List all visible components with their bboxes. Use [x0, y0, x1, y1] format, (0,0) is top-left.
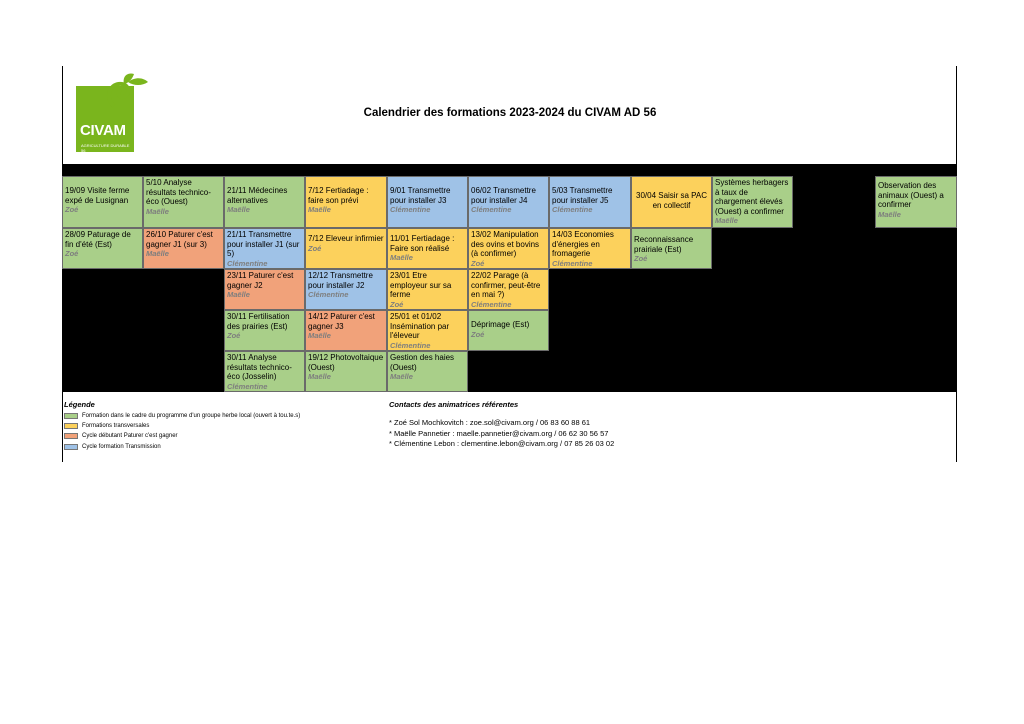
training-cell	[305, 228, 387, 269]
training-cell	[387, 176, 468, 228]
cell-text: 30/11 Analyse résultats technico-éco (Josselin)	[227, 353, 292, 382]
cell-text: 26/10 Paturer c'est gagner J1 (sur 3)	[146, 230, 213, 249]
cell-person: Maëlle	[227, 290, 250, 300]
leaf-swirl-icon	[106, 70, 152, 110]
training-cell	[468, 269, 549, 310]
cell-text: 12/12 Transmettre pour installer J2	[308, 271, 373, 290]
cell-person: Clémentine	[471, 205, 512, 215]
cell-person: Zoé	[634, 254, 648, 264]
training-cell	[62, 176, 143, 228]
cell-person: Maëlle	[878, 209, 901, 219]
cell-person: Clémentine	[552, 258, 593, 268]
cell-person: Zoé	[390, 299, 404, 309]
training-cell	[631, 176, 712, 228]
training-cell	[468, 228, 549, 269]
contacts-title: Contacts des animatrices référentes	[389, 400, 519, 409]
legend-swatch-orange	[64, 433, 78, 439]
training-cell	[631, 228, 712, 269]
cell-text: 30/04 Saisir sa PAC en collectif	[636, 191, 707, 210]
legend-swatch-green	[64, 413, 78, 419]
cell-text: 21/11 Transmettre pour installer J1 (sur 5)	[227, 230, 300, 259]
cell-text: 22/02 Parage (à confirmer, peut-être en mai ?)	[471, 271, 541, 300]
cell-text: 30/11 Fertilisation des prairies (Est)	[227, 312, 290, 331]
cell-text: Systèmes herbagers à taux de chargement élevés (Ouest) a confirmer	[715, 178, 789, 216]
legend-label: Cycle formation Transmission	[82, 443, 161, 450]
cell-person: Maëlle	[227, 205, 250, 215]
cell-person: Maëlle	[390, 372, 413, 382]
training-cell	[305, 351, 387, 392]
legend-item	[64, 421, 300, 431]
training-cell	[387, 310, 468, 351]
cell-text: Observation des animaux (Ouest) a confirmer	[878, 181, 944, 210]
contacts	[389, 400, 614, 450]
contact-line: * Maëlle Pannetier : maelle.pannetier@civam.org / 06 62 30 56 57	[389, 428, 609, 438]
cell-text: 11/01 Fertiadage : Faire son réalisé	[390, 234, 455, 253]
cell-text: 14/03 Economies d'énergies en fromagerie	[552, 230, 614, 259]
legend	[64, 400, 300, 452]
training-cell	[468, 176, 549, 228]
contact-line: * Zoé Sol Mochkovitch : zoe.sol@civam.org / 06 83 60 88 61	[389, 418, 591, 427]
cell-person: Clémentine	[390, 205, 431, 215]
training-cell	[224, 228, 305, 269]
page-title: Calendrier des formations 2023-2024 du CIVAM AD 56	[363, 107, 657, 119]
cell-text: 06/02 Transmettre pour installer J4	[471, 186, 536, 205]
training-cell	[712, 176, 793, 228]
cell-text: 19/12 Photovoltaique (Ouest)	[308, 353, 384, 372]
cell-person: Maëlle	[308, 331, 331, 341]
legend-label: Cycle débutant Paturer c'est gagner	[82, 433, 178, 440]
legend-label: Formations transversales	[82, 423, 150, 430]
training-cell	[62, 228, 143, 269]
training-cell	[468, 310, 549, 351]
legend-label: Formation dans le cadre du programme d'un groupe herbe local (ouvert à tou.te.s)	[82, 413, 301, 420]
logo-subtitle: AGRICULTURE DURABLE 56	[81, 143, 130, 153]
training-cell	[387, 351, 468, 392]
cell-person: Maëlle	[146, 249, 169, 259]
cell-text: 23/11 Paturer c'est gagner J2	[227, 271, 294, 290]
cell-text: 5/10 Analyse résultats technico-éco (Ouest)	[146, 178, 211, 207]
cell-text: Déprimage (Est)	[471, 320, 530, 329]
training-cell	[549, 228, 631, 269]
contact-line: * Clémentine Lebon : clementine.lebon@civam.org / 07 85 26 03 02	[389, 439, 615, 449]
civam-logo	[76, 70, 152, 154]
training-cell	[549, 176, 631, 228]
cell-person: Maëlle	[308, 205, 331, 215]
cell-text: 28/09 Paturage de fin d'été (Est)	[65, 230, 131, 249]
training-cell	[224, 176, 305, 228]
legend-swatch-yellow	[64, 423, 78, 429]
cell-text: 25/01 et 01/02 Insémination par l'éleveur	[390, 312, 450, 341]
cell-person: Zoé	[65, 249, 79, 259]
logo-name: CIVAM	[80, 122, 126, 139]
cell-person: Clémentine	[227, 258, 268, 268]
training-calendar-grid	[62, 164, 957, 392]
legend-item	[64, 431, 300, 441]
training-cell	[224, 269, 305, 310]
cell-text: 21/11 Médecines alternatives	[227, 186, 288, 205]
training-cell	[387, 228, 468, 269]
cell-text: 23/01 Etre employeur sur sa ferme	[390, 271, 452, 300]
cell-person: Clémentine	[552, 205, 593, 215]
cell-person: Zoé	[471, 258, 485, 268]
cell-person: Maëlle	[390, 253, 413, 263]
cell-person: Clémentine	[227, 381, 268, 391]
cell-text: 19/09 Visite ferme expé de Lusignan	[65, 186, 130, 205]
training-cell	[305, 269, 387, 310]
legend-item	[64, 442, 300, 452]
cell-person: Zoé	[308, 243, 322, 253]
training-cell	[224, 310, 305, 351]
training-cell	[387, 269, 468, 310]
legend-item	[64, 411, 300, 421]
training-cell	[875, 176, 957, 228]
cell-text: Gestion des haies (Ouest)	[390, 353, 455, 372]
cell-person: Zoé	[471, 329, 485, 339]
cell-person: Maëlle	[308, 372, 331, 382]
cell-text: 5/03 Transmettre pour installer J5	[552, 186, 613, 205]
cell-text: 13/02 Manipulation des ovins et bovins (à confirmer)	[471, 230, 540, 259]
cell-person: Zoé	[227, 331, 241, 341]
training-cell	[143, 176, 224, 228]
cell-person: Clémentine	[390, 340, 431, 350]
cell-text: Reconnaissance prairiale (Est)	[634, 235, 694, 254]
cell-person: Zoé	[65, 205, 79, 215]
training-cell	[224, 351, 305, 392]
legend-swatch-blue	[64, 444, 78, 450]
cell-person: Clémentine	[471, 299, 512, 309]
cell-text: 9/01 Transmettre pour installer J3	[390, 186, 451, 205]
cell-person: Clémentine	[308, 290, 349, 300]
cell-person: Maëlle	[146, 206, 169, 216]
cell-text: 7/12 Eleveur infirmier	[308, 234, 384, 243]
cell-text: 7/12 Fertiadage : faire son prévi	[308, 186, 369, 205]
cell-text: 14/12 Paturer c'est gagner J3	[308, 312, 375, 331]
training-cell	[305, 310, 387, 351]
cell-person: Maëlle	[715, 216, 738, 226]
training-cell	[143, 228, 224, 269]
training-cell	[305, 176, 387, 228]
legend-title: Légende	[64, 400, 95, 409]
